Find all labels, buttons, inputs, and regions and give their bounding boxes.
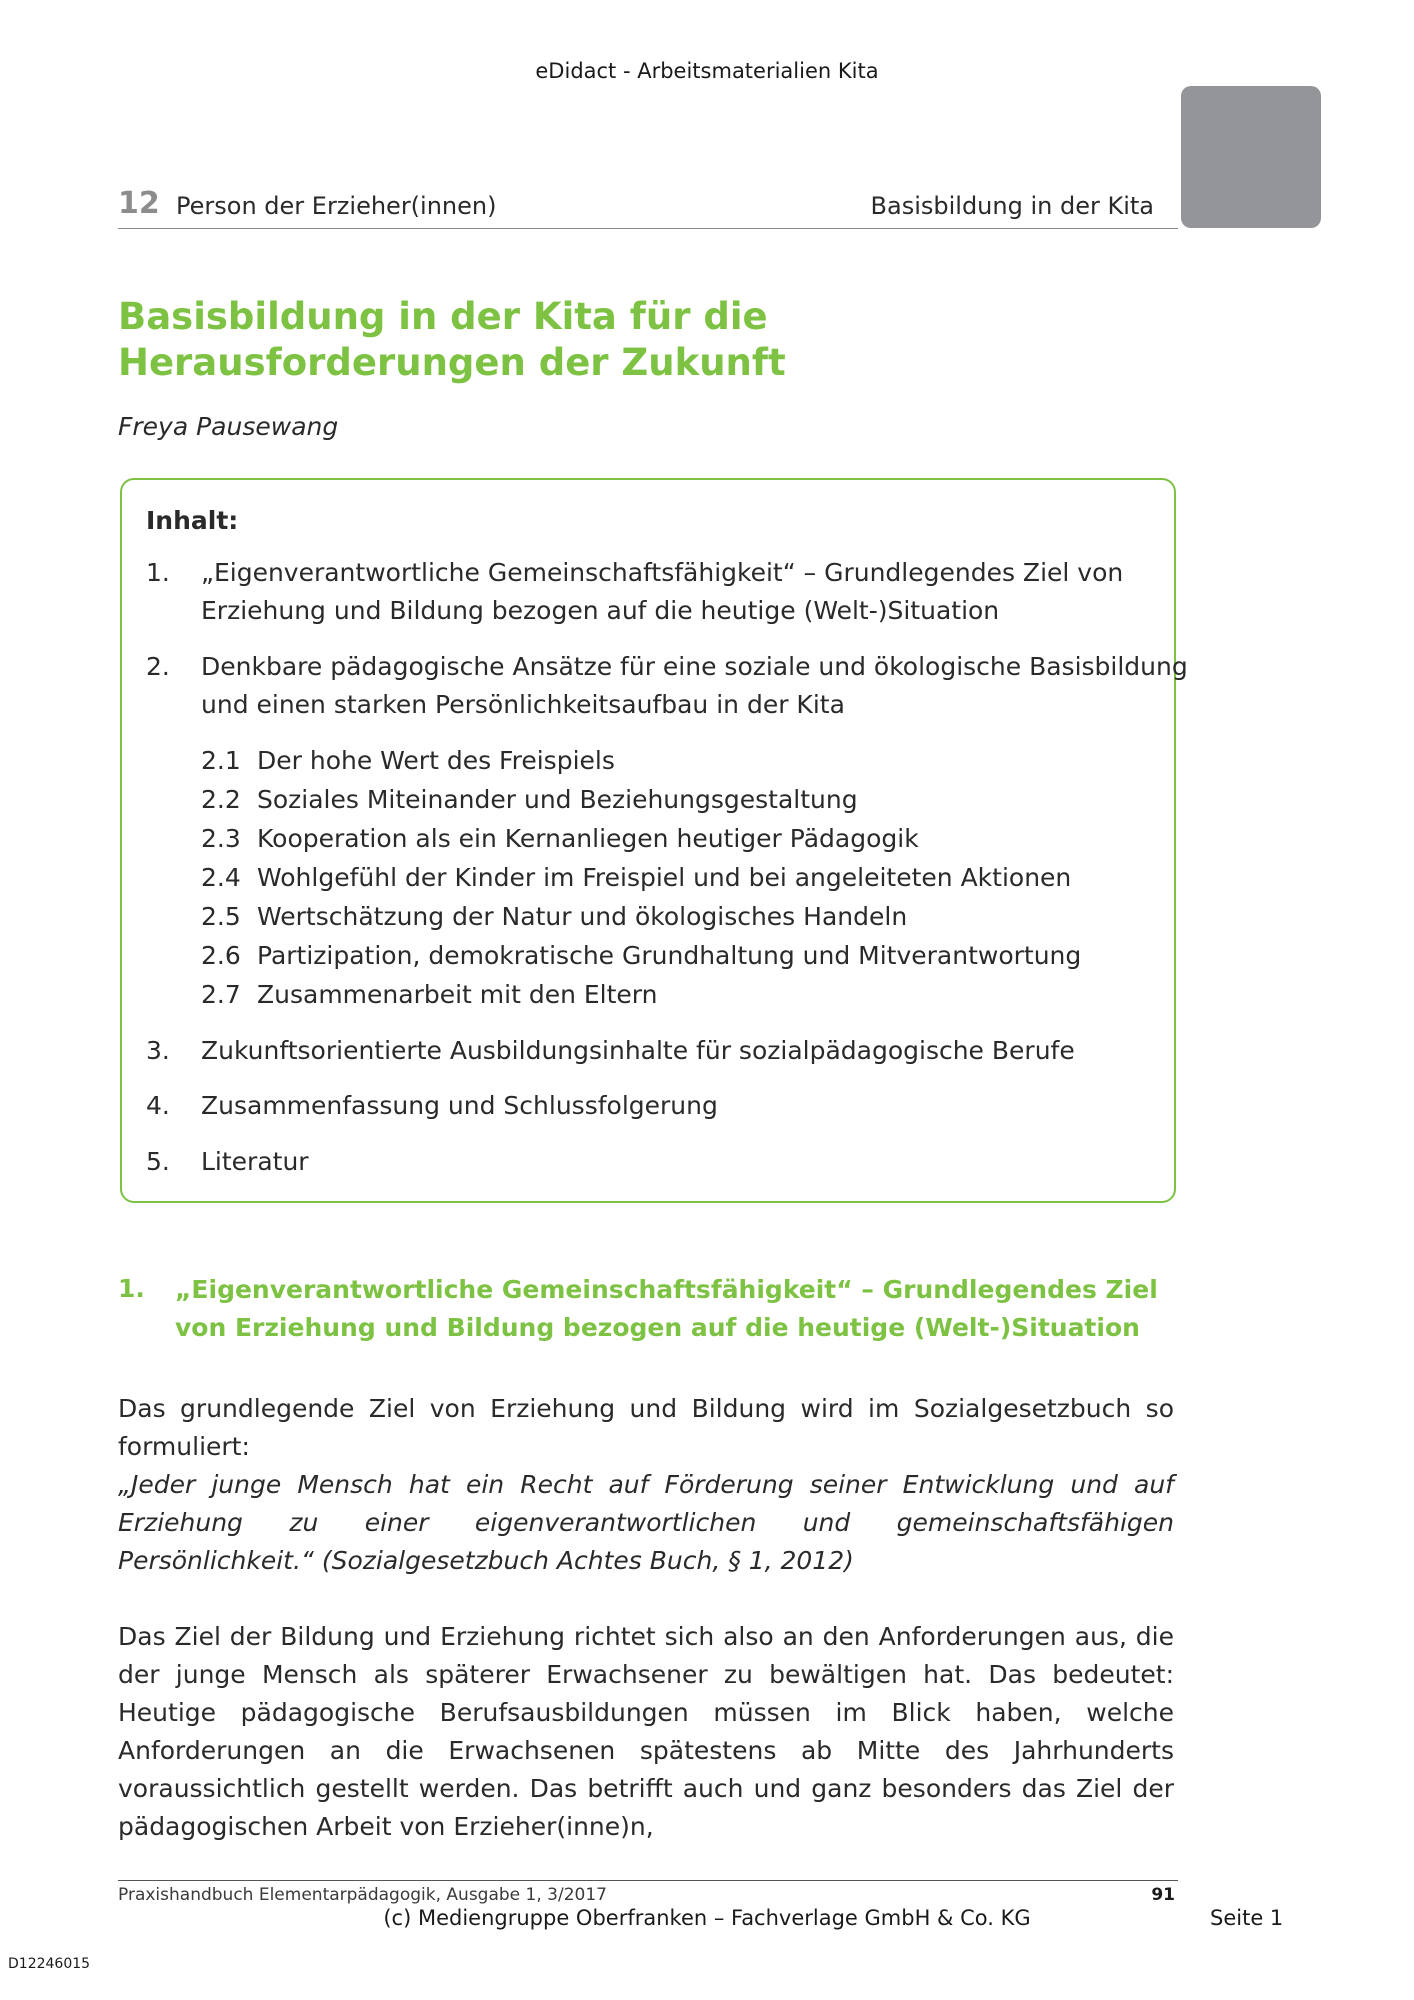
toc-item-4: Zusammenfassung und Schlussfolgerung bbox=[201, 1091, 718, 1120]
toc-subitem-label: Kooperation als ein Kernanliegen heutiger Pädagogik bbox=[257, 824, 919, 853]
footer-rule bbox=[118, 1880, 1178, 1881]
toc-item-2-line-2: und einen starken Persönlichkeitsaufbau in der Kita bbox=[201, 690, 845, 719]
toc-subitem-label: Der hohe Wert des Freispiels bbox=[257, 746, 615, 775]
toc-subitem-number: 2.5 bbox=[201, 902, 241, 931]
section-title: „Eigenverantwortliche Gemeinschaftsfähigkeit“ – Grundlegendes Ziel von Erziehung und Bildung bezogen auf die heutige (Welt-)Situation bbox=[175, 1275, 1158, 1342]
running-head bbox=[118, 184, 1178, 229]
toc-subitem-number: 2.2 bbox=[201, 785, 241, 814]
toc-item-1-line-2: Erziehung und Bildung bezogen auf die heutige (Welt-)Situation bbox=[201, 596, 1000, 625]
document-id: D12246015 bbox=[8, 1956, 91, 1972]
article-title: Basisbildung in der Kita für die Herausforderungen der Zukunft bbox=[118, 295, 786, 384]
toc-item-number: 1. bbox=[146, 558, 170, 587]
toc-subitem-number: 2.1 bbox=[201, 746, 241, 775]
toc-subitem-number: 2.3 bbox=[201, 824, 241, 853]
body-paragraph: Das Ziel der Bildung und Erziehung richtet sich also an den Anforderungen aus, die der junge Mensch als späterer Erwachsener zu bewältigen hat. Das bedeutet: Heutige pädagogische Berufsausbildungen müssen im Blick haben, welche Anforderungen an die Erwachsenen spätestens ab Mitte des Jahrhunderts voraussichtlich gestellt werden. Das betrifft auch und ganz besonders das Ziel der pädagogischen Arbeit von Erzieher(inne)n, bbox=[118, 1622, 1174, 1841]
article-author: Freya Pausewang bbox=[118, 412, 339, 441]
chapter-title: Person der Erzieher(innen) bbox=[176, 192, 497, 220]
law-quote: „Jeder junge Mensch hat ein Recht auf Förderung seiner Entwicklung und auf Erziehung zu einer eigenverantwortlichen und gemeinschaftsfähigen Persönlichkeit.“ (Sozialgesetzbuch Achtes Buch, § 1, 2012) bbox=[118, 1470, 1174, 1575]
toc-heading: Inhalt: bbox=[146, 506, 239, 535]
toc-item-2-line-1: Denkbare pädagogische Ansätze für eine soziale und ökologische Basisbildung bbox=[201, 652, 1188, 681]
toc-subitem-label: Soziales Miteinander und Beziehungsgestaltung bbox=[257, 785, 858, 814]
toc-subitem-label: Wohlgefühl der Kinder im Freispiel und bei angeleiteten Aktionen bbox=[257, 863, 1072, 892]
chapter-tab bbox=[1181, 86, 1321, 228]
running-head-right: Basisbildung in der Kita bbox=[870, 192, 1154, 220]
toc-item-number: 3. bbox=[146, 1036, 170, 1065]
section-number: 1. bbox=[118, 1274, 145, 1303]
toc-subitem-number: 2.7 bbox=[201, 980, 241, 1009]
toc-subitem-number: 2.6 bbox=[201, 941, 241, 970]
toc-item-1-line-1: „Eigenverantwortliche Gemeinschaftsfähigkeit“ – Grundlegendes Ziel von bbox=[201, 558, 1124, 587]
footer-publication: Praxishandbuch Elementarpädagogik, Ausgabe 1, 3/2017 bbox=[118, 1885, 607, 1905]
copyright-line: (c) Mediengruppe Oberfranken – Fachverlage GmbH & Co. KG bbox=[383, 1906, 1031, 1930]
site-header: eDidact - Arbeitsmaterialien Kita bbox=[535, 59, 879, 83]
toc-item-5: Literatur bbox=[201, 1147, 309, 1176]
toc-item-number: 4. bbox=[146, 1091, 170, 1120]
toc-item-3: Zukunftsorientierte Ausbildungsinhalte für sozialpädagogische Berufe bbox=[201, 1036, 1075, 1065]
page-label: Seite 1 bbox=[1210, 1906, 1284, 1930]
chapter-number: 12 bbox=[118, 186, 160, 221]
toc-subitem-number: 2.4 bbox=[201, 863, 241, 892]
toc-subitem-label: Wertschätzung der Natur und ökologisches Handeln bbox=[257, 902, 908, 931]
toc-subitem-label: Partizipation, demokratische Grundhaltung und Mitverantwortung bbox=[257, 941, 1082, 970]
section-intro: Das grundlegende Ziel von Erziehung und Bildung wird im Sozialgesetzbuch so formuliert: bbox=[118, 1394, 1174, 1461]
toc-item-number: 5. bbox=[146, 1147, 170, 1176]
footer-page-number: 91 bbox=[1151, 1885, 1175, 1905]
toc-item-number: 2. bbox=[146, 652, 170, 681]
toc-subitem-label: Zusammenarbeit mit den Eltern bbox=[257, 980, 658, 1009]
